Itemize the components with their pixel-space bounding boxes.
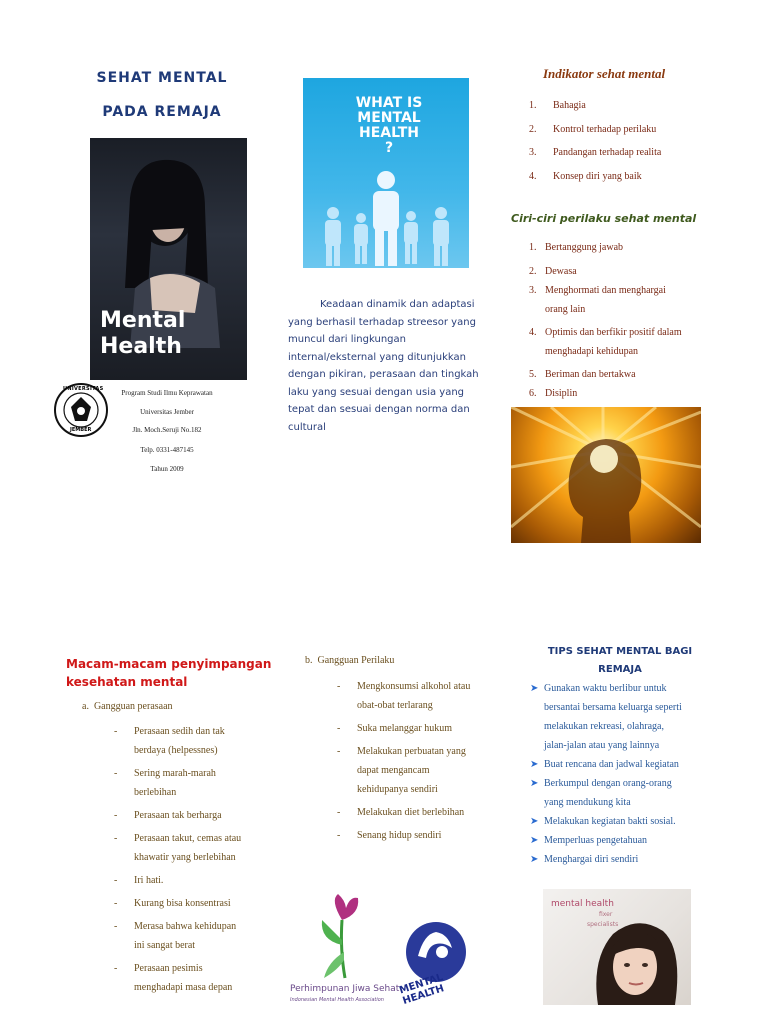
indikator-list	[529, 94, 661, 188]
ciri-heading: Ciri-ciri perilaku sehat mental	[511, 212, 697, 225]
definition-line-8: cultural	[288, 421, 326, 433]
arrow-icon: ➤	[530, 683, 539, 694]
poster-line-4: ?	[384, 140, 394, 156]
cover-photo-text-mental: Mental	[100, 308, 186, 333]
poster-line-3: HEALTH	[359, 125, 419, 141]
ciri-item: 6. Disiplin	[529, 388, 578, 399]
mental-health-logo	[396, 912, 478, 1008]
cover-photo-text-health: Health	[100, 334, 182, 359]
definition-line-2: yang berhasil terhadap streesor yang	[288, 316, 476, 328]
cover-photo	[90, 138, 247, 380]
arrow-icon: ➤	[530, 759, 539, 770]
definition-line-4: internal/eksternal yang ditunjukkan	[288, 351, 466, 363]
arrow-icon: ➤	[530, 854, 539, 865]
mental-health-logo-text: MENTAL HEALTH	[398, 971, 446, 1007]
photo-caption-line1: mental health	[551, 899, 614, 909]
gangguan-perilaku-list	[337, 677, 487, 845]
tip-item: ➤ Gunakan waktu berlibur untuk bersantai bersama keluarga seperti melakukan rekreasi, olahraga, jalan-jalan atau yang lainnya	[530, 679, 702, 755]
macam-heading-line1: Macam-macam penyimpangan	[66, 657, 272, 671]
ciri-list	[529, 238, 709, 403]
list-item: - Kurang bisa konsentrasi	[114, 898, 231, 909]
list-item: - Suka melanggar hukum	[337, 723, 452, 734]
tip-item: ➤ Menghargai diri sendiri	[530, 850, 702, 869]
woman-face-icon	[543, 889, 691, 1005]
poster-line-2: MENTAL	[357, 110, 421, 126]
jiwa-sehat-logo-subtext: Indonesian Mental Health Association	[290, 997, 384, 1003]
indikator-item: 1. Bahagia	[529, 100, 586, 111]
address-line-2: Universitas Jember	[140, 408, 194, 416]
list-item: - Merasa bahwa kehidupan ini sangat berat	[114, 921, 237, 951]
address-line-3: Jln. Moch.Seruji No.182	[132, 426, 202, 434]
tip-item: ➤ Berkumpul dengan orang-orang yang mendukung kita	[530, 774, 702, 812]
list-item: - Mengkonsumsi alkohol atau obat-obat terlarang	[337, 681, 471, 711]
list-item: - Senang hidup sendiri	[337, 830, 442, 841]
tips-list	[530, 679, 702, 869]
list-item: - Perasaan tak berharga	[114, 810, 222, 821]
arrow-icon: ➤	[530, 816, 539, 827]
macam-heading	[66, 655, 271, 691]
arrow-icon: ➤	[530, 778, 539, 789]
tips-heading	[520, 643, 720, 679]
list-item: - Melakukan diet berlebihan	[337, 807, 465, 818]
gangguan-perasaan-list	[114, 722, 264, 997]
ciri-item: 1. Bertanggung jawab	[529, 242, 624, 253]
sub-b-heading: b. Gangguan Perilaku	[305, 655, 395, 666]
logo-text-bottom: JEMBER	[70, 427, 92, 433]
address-line-5: Tahun 2009	[150, 465, 184, 473]
indikator-item: 2. Kontrol terhadap perilaku	[529, 123, 657, 135]
poster-line-1: WHAT IS	[355, 95, 423, 111]
macam-heading-line2: kesehatan mental	[66, 675, 188, 689]
tip-item: ➤ Buat rencana dan jadwal kegiatan	[530, 755, 702, 774]
cover-title-line2: PADA REMAJA	[102, 104, 222, 120]
definition-line-7: tepat dan sesuai dengan norma dan	[288, 404, 470, 415]
sub-a-heading: a. Gangguan perasaan	[82, 701, 173, 712]
list-item: - Iri hati.	[114, 875, 164, 886]
jiwa-sehat-logo	[290, 890, 400, 1008]
logo-text-top: UNIVERSITAS	[63, 386, 104, 392]
woman-portrait-image	[543, 889, 691, 1005]
tip-item: ➤ Melakukan kegiatan bakti sosial.	[530, 812, 702, 831]
indikator-heading: Indikator sehat mental	[543, 66, 666, 81]
jiwa-sehat-logo-text: Perhimpunan Jiwa Sehat	[290, 984, 400, 994]
ciri-item: 5. Beriman dan bertakwa	[529, 369, 636, 380]
ciri-item: 3. Menghormati dan menghargai orang lain	[529, 285, 666, 315]
tip-item: ➤ Memperluas pengetahuan	[530, 831, 702, 850]
definition-line-1: Keadaan dinamik dan adaptasi	[320, 299, 475, 310]
ciri-item: 4. Optimis dan berfikir positif dalam menghadapi kehidupan	[529, 327, 682, 357]
people-figures-icon	[303, 78, 469, 268]
list-item: - Perasaan sedih dan tak berdaya (helpessnes)	[114, 726, 225, 756]
what-is-mental-health-poster	[303, 78, 469, 268]
definition-paragraph	[288, 296, 488, 436]
definition-line-6: laku yang sesuai dengan usia yang	[288, 386, 465, 398]
address-line-1: Program Studi Ilmu Keprawatan	[121, 389, 213, 397]
indikator-item: 4. Konsep diri yang baik	[529, 170, 642, 182]
definition-line-3: muncul dari lingkungan	[288, 334, 406, 345]
photo-caption-line3: specialists	[587, 921, 619, 928]
glowing-head-image	[511, 407, 701, 543]
list-item: - Perasaan takut, cemas atau khawatir yang berlebihan	[114, 833, 242, 863]
indikator-item: 3. Pandangan terhadap realita	[529, 147, 662, 158]
address-line-4: Telp. 0331-487145	[140, 446, 194, 454]
cover-title-line1: SEHAT MENTAL	[96, 70, 228, 86]
flower-logo-icon	[290, 890, 400, 980]
arrow-icon: ➤	[530, 835, 539, 846]
list-item: - Perasaan pesimis menghadapi masa depan	[114, 963, 233, 993]
list-item: - Melakukan perbuatan yang dapat mengancam kehidupanya sendiri	[337, 746, 466, 795]
ciri-item: 2. Dewasa	[529, 266, 577, 277]
list-item: - Sering marah-marah berlebihan	[114, 768, 216, 798]
tips-heading-line1: TIPS SEHAT MENTAL BAGI	[547, 646, 693, 657]
photo-caption-line2: fixer	[599, 911, 613, 918]
definition-line-5: dengan pikiran, perasaan dan tingkah	[288, 369, 479, 380]
tips-heading-line2: REMAJA	[598, 664, 642, 675]
head-silhouette-icon	[511, 407, 701, 543]
